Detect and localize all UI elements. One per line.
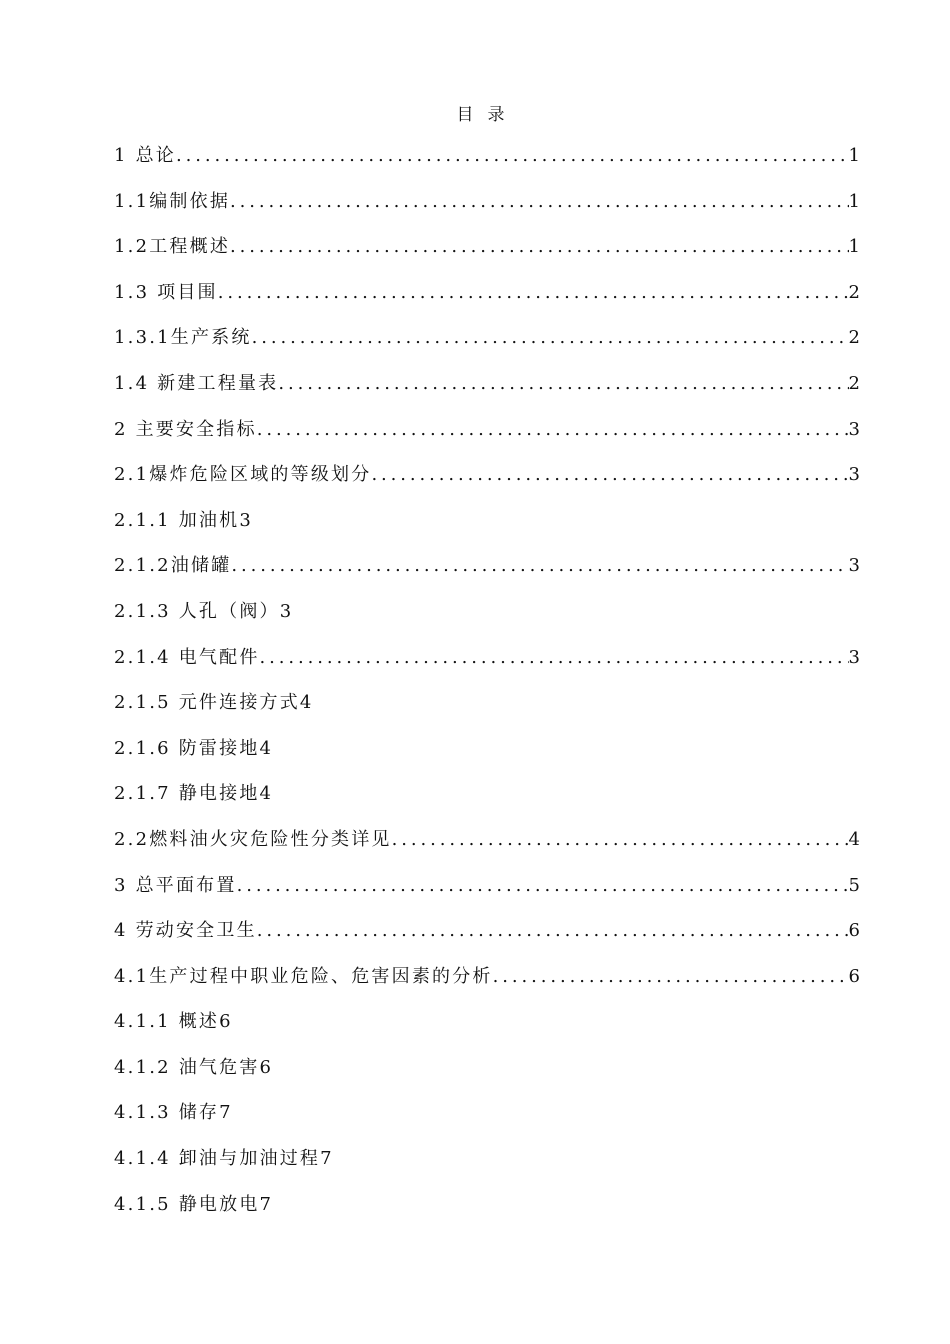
toc-entry-label: 3 总平面布置 xyxy=(114,874,237,896)
toc-entry-page: 5 xyxy=(848,874,860,896)
toc-entry-label: 2.1.7 静电接地 xyxy=(114,783,260,805)
toc-entry[interactable] xyxy=(114,321,860,367)
toc-entry[interactable] xyxy=(114,641,860,687)
toc-entry-page: 2 xyxy=(848,327,860,349)
toc-entry-page: 4 xyxy=(259,737,271,759)
toc-entry-label: 2.1.1 加油机 xyxy=(114,509,240,531)
toc-leader-dots xyxy=(371,458,848,492)
toc-entry-page: 3 xyxy=(279,600,292,622)
toc-entry-page: 3 xyxy=(848,464,860,486)
toc-entry-page: 7 xyxy=(320,1148,332,1170)
toc-leader-dots xyxy=(237,869,849,903)
toc-entry-label: 2.1.4 电气配件 xyxy=(114,646,260,668)
toc-entry[interactable] xyxy=(114,732,860,778)
toc-entry-label: 2.1.6 防雷接地 xyxy=(114,737,260,759)
toc-entry[interactable] xyxy=(114,276,860,322)
toc-entry[interactable] xyxy=(114,458,860,504)
toc-entry-label: 4.1.3 储存 xyxy=(114,1102,220,1124)
toc-entry-page: 4 xyxy=(259,783,271,805)
toc-entry-label: 1.3.1生产系统 xyxy=(114,327,252,349)
toc-entry[interactable] xyxy=(114,1142,860,1188)
toc-entry-page: 1 xyxy=(848,190,860,212)
toc-entry-label: 4 劳动安全卫生 xyxy=(114,920,257,942)
toc-leader-dots xyxy=(278,367,848,401)
toc-entry-page: 1 xyxy=(848,145,860,166)
toc-entry-label: 4.1.5 静电放电 xyxy=(114,1193,260,1215)
toc-entry-page: 6 xyxy=(219,1011,231,1033)
toc-entry-page: 3 xyxy=(848,418,860,440)
toc-entry-label: 4.1生产过程中职业危险、危害因素的分析 xyxy=(114,965,493,987)
toc-entry[interactable] xyxy=(114,914,860,960)
toc-entry-page: 7 xyxy=(259,1193,271,1215)
toc-entry-label: 2.1.2油储罐 xyxy=(114,555,232,577)
toc-entry-page: 3 xyxy=(848,555,860,577)
toc-entry-page: 6 xyxy=(848,920,860,942)
toc-entry-page: 2 xyxy=(848,372,860,394)
toc-entry-label: 1.1编制依据 xyxy=(114,190,231,212)
toc-entry[interactable] xyxy=(114,185,860,231)
toc-leader-dots xyxy=(231,549,848,583)
toc-entry[interactable] xyxy=(114,413,860,459)
toc-entry[interactable] xyxy=(114,1051,860,1097)
toc-entry[interactable] xyxy=(114,549,860,595)
toc-entry-page: 6 xyxy=(848,965,860,987)
toc-entry-page: 3 xyxy=(848,646,860,668)
toc-entry[interactable] xyxy=(114,823,860,869)
toc-entry[interactable] xyxy=(114,686,860,732)
toc-entry[interactable] xyxy=(114,777,860,823)
toc-entry-label: 2.2燃料油火灾危险性分类详见 xyxy=(114,828,392,850)
toc-entry-label: 1.3 项目围 xyxy=(114,281,218,303)
toc-entry-label: 4.1.4 卸油与加油过程 xyxy=(114,1148,321,1170)
toc-leader-dots xyxy=(176,139,849,173)
toc-entry-page: 4 xyxy=(299,692,312,714)
toc-leader-dots xyxy=(230,230,849,264)
toc-entry-page: 4 xyxy=(848,828,860,850)
toc-entry-label: 2.1爆炸危险区域的等级划分 xyxy=(114,464,372,486)
toc-entry[interactable] xyxy=(114,595,860,641)
toc-entry[interactable] xyxy=(114,869,860,915)
toc-title: 目录 xyxy=(456,105,519,125)
toc-leader-dots xyxy=(252,321,849,355)
toc-entry-page: 2 xyxy=(848,281,860,303)
toc-entry-label: 2 主要安全指标 xyxy=(114,418,257,440)
toc-entry-label: 1.2工程概述 xyxy=(114,236,231,258)
toc-leader-dots xyxy=(230,185,849,219)
toc-leader-dots xyxy=(218,276,849,310)
toc-entry-label: 2.1.5 元件连接方式 xyxy=(114,692,300,714)
toc-entry-label: 2.1.3 人孔（阀） xyxy=(114,600,280,622)
toc-leader-dots xyxy=(257,413,849,447)
toc-list xyxy=(114,139,860,1233)
toc-entry[interactable] xyxy=(114,1188,860,1234)
toc-leader-dots xyxy=(257,914,849,948)
toc-entry[interactable] xyxy=(114,230,860,276)
toc-entry-page: 6 xyxy=(259,1056,271,1078)
toc-entry-page: 3 xyxy=(239,509,251,531)
toc-entry-label: 4.1.1 概述 xyxy=(114,1011,220,1033)
toc-entry-label: 4.1.2 油气危害 xyxy=(114,1056,260,1078)
toc-entry[interactable] xyxy=(114,960,860,1006)
toc-entry-label: 1 总论 xyxy=(114,145,176,166)
toc-entry[interactable] xyxy=(114,367,860,413)
toc-leader-dots xyxy=(260,641,849,675)
toc-entry-page: 1 xyxy=(848,236,860,258)
toc-leader-dots xyxy=(493,960,849,994)
toc-leader-dots xyxy=(392,823,849,857)
toc-entry[interactable] xyxy=(114,1005,860,1051)
toc-entry[interactable] xyxy=(114,1096,860,1142)
toc-entry-page: 7 xyxy=(219,1102,231,1124)
toc-entry[interactable] xyxy=(114,139,860,185)
toc-entry-label: 1.4 新建工程量表 xyxy=(114,372,279,394)
toc-entry[interactable] xyxy=(114,504,860,550)
